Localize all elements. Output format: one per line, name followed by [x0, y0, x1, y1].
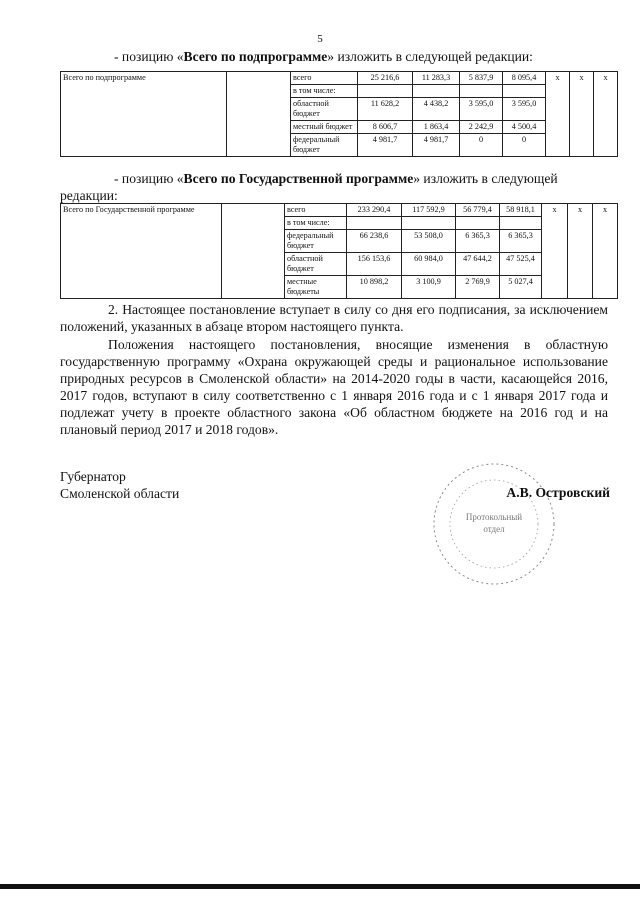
signer-position [60, 468, 179, 502]
x-mark-cell: х [568, 204, 593, 299]
x-mark-cell: х [570, 72, 594, 157]
instruction-suffix: » изложить в следующей редакции: [327, 49, 533, 64]
x-mark-cell: х [594, 72, 618, 157]
stamp-text: Протокольный [465, 512, 523, 522]
amount-cell: 6 365,3 [456, 230, 500, 253]
amount-cell: 11 283,3 [413, 72, 460, 85]
amount-cell [413, 85, 460, 98]
funding-source-cell: федеральный бюджет [285, 230, 347, 253]
amount-cell: 117 592,9 [402, 204, 456, 217]
amount-cell: 1 863,4 [413, 121, 460, 134]
funding-source-cell: всего [285, 204, 347, 217]
amount-cell: 4 500,4 [503, 121, 546, 134]
amount-cell: 5 837,9 [460, 72, 503, 85]
amount-cell: 56 779,4 [456, 204, 500, 217]
amount-cell: 47 525,4 [500, 253, 542, 276]
table-row [61, 204, 618, 217]
empty-cell [222, 204, 285, 299]
clause-2-paragraph: 2. Настоящее постановление вступает в силу со дня его подписания, за исключением положений, указанных в абзаце втором настоящего пункта. [60, 302, 608, 334]
amount-cell [460, 85, 503, 98]
instruction-prefix: - позицию « [114, 49, 184, 64]
amount-cell: 47 644,2 [456, 253, 500, 276]
amount-cell: 11 628,2 [358, 98, 413, 121]
amount-cell [347, 217, 402, 230]
amount-cell: 8 095,4 [503, 72, 546, 85]
instruction-continuation: редакции: [60, 188, 118, 203]
amount-cell: 0 [460, 134, 503, 157]
subprogram-total-table [60, 71, 618, 157]
amount-cell [358, 85, 413, 98]
amount-cell [456, 217, 500, 230]
amount-cell: 10 898,2 [347, 276, 402, 299]
x-mark-cell: х [546, 72, 570, 157]
amount-cell: 3 595,0 [460, 98, 503, 121]
amount-cell: 8 606,7 [358, 121, 413, 134]
amount-cell [503, 85, 546, 98]
table-row [61, 72, 618, 85]
provisions-paragraph: Положения настоящего постановления, вносящие изменения в областную государственную программу «Охрана окружающей среды и рациональное использование природных ресурсов в Смоленской области» на 2014-2020 годы в части, касающейся 2016, 2017 годов, вступают в силу соответственно с 1 января 2016 года и с 1 января 2017 года и подлежат учету в проекте областного закона «Об областном бюджете на 2016 год и на плановый период 2017 и 2018 годов». [60, 337, 608, 437]
amount-cell: 25 216,6 [358, 72, 413, 85]
position-name: Всего по подпрограмме [183, 49, 328, 64]
x-mark-cell: х [593, 204, 618, 299]
amount-cell: 233 290,4 [347, 204, 402, 217]
funding-source-cell: местный бюджет [291, 121, 358, 134]
funding-source-cell: областной бюджет [285, 253, 347, 276]
amount-cell: 2 242,9 [460, 121, 503, 134]
amount-cell [402, 217, 456, 230]
page-number: 5 [317, 33, 323, 45]
amount-cell [500, 217, 542, 230]
amendment-instruction-subprogram [114, 48, 533, 65]
amount-cell: 2 769,9 [456, 276, 500, 299]
amount-cell: 3 595,0 [503, 98, 546, 121]
signer-name: А.В. Островский [506, 485, 610, 500]
row-title-cell: Всего по Государственной программе [61, 204, 222, 299]
amount-cell: 0 [503, 134, 546, 157]
amount-cell: 156 153,6 [347, 253, 402, 276]
page-bottom-border [0, 884, 640, 889]
instruction-prefix: - позицию « [114, 171, 184, 186]
state-program-total-table [60, 203, 618, 299]
funding-source-cell: областной бюджет [291, 98, 358, 121]
amount-cell: 6 365,3 [500, 230, 542, 253]
amendment-instruction-program [114, 170, 558, 187]
funding-source-cell: всего [291, 72, 358, 85]
amount-cell: 53 508,0 [402, 230, 456, 253]
funding-source-cell: федеральный бюджет [291, 134, 358, 157]
stamp-text: отдел [483, 524, 505, 534]
funding-source-cell: местные бюджеты [285, 276, 347, 299]
position-name: Всего по Государственной программе [183, 171, 414, 186]
signer-position-line: Смоленской области [60, 486, 180, 501]
row-title-cell: Всего по подпрограмме [61, 72, 227, 157]
amount-cell: 4 981,7 [358, 134, 413, 157]
signer-position-line: Губернатор [60, 469, 126, 484]
amount-cell: 3 100,9 [402, 276, 456, 299]
x-mark-cell: х [542, 204, 568, 299]
instruction-suffix: » изложить в следующей [413, 171, 558, 186]
amount-cell: 66 238,6 [347, 230, 402, 253]
funding-source-cell: в том числе: [285, 217, 347, 230]
office-stamp [428, 458, 560, 590]
amount-cell: 60 984,0 [402, 253, 456, 276]
funding-source-cell: в том числе: [291, 85, 358, 98]
amount-cell: 4 438,2 [413, 98, 460, 121]
amount-cell: 58 918,1 [500, 204, 542, 217]
amount-cell: 5 027,4 [500, 276, 542, 299]
empty-cell [227, 72, 291, 157]
amount-cell: 4 981,7 [413, 134, 460, 157]
